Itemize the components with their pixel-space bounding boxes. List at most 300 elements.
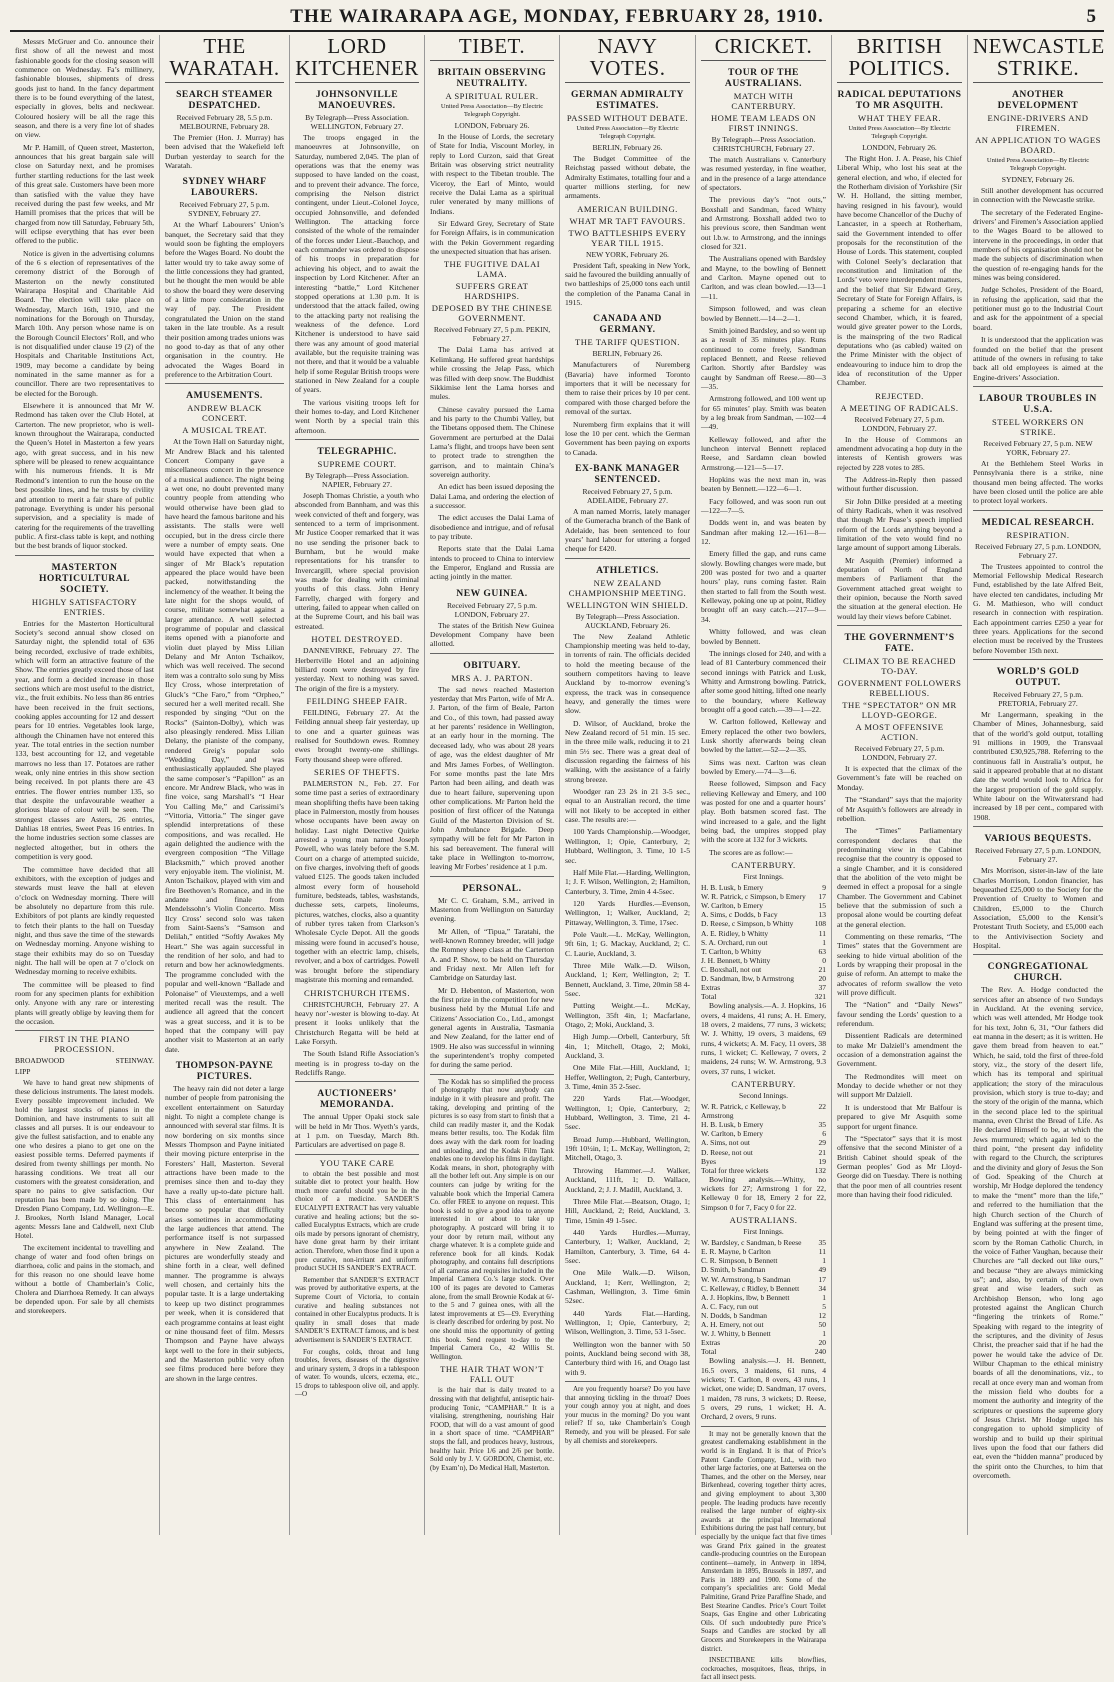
divider [15, 555, 154, 556]
scorecard-row [701, 965, 826, 974]
paragraph: The “Times” Parliamentary correspondent declares that the predominating view in the Cabinet recognise that the country is opposed to a single Chamber, and it is considered that the abolition of the veto might be deemed in effect a proposal for a single Chamber. The Government and Cabinet believe that the submission of such a proposal alone would be courting defeat at the general election. [837, 826, 962, 929]
scorecard-row [701, 947, 826, 956]
scorecard-subtitle: First Innings. [743, 1227, 784, 1237]
article-headline: EX-BANK MANAGER SENTENCED. [575, 462, 680, 485]
scorecard-title: CANTERBURY. [731, 1079, 796, 1090]
article-headline: NEW GUINEA. [456, 587, 528, 599]
dateline: Received February 27, 5 p.m. NEW YORK, February 27. [983, 438, 1093, 457]
scorecard-subtitle: Second Innings. [739, 1091, 788, 1101]
local-notes [15, 37, 154, 551]
paragraph: to obtain the best possible and most suitable diet to protect your health. How much more careful should you be in the choice of a medicine. SANDER’S EUCALYPTI EXTRACT has very valuable curative and healing actions; but the so-called Eucalyptus Extracts, which are crude oils made by persons ignorant of chemistry, have done great harm by their irritant action. Therefore, when those find it upon a pure curative, non-irritant and uniform product SUCH IS SANDER’S EXTRACT. [295, 1169, 419, 1273]
runs-value: 19 [818, 1156, 826, 1166]
runs-value: 35 [818, 1238, 826, 1248]
article-subheadline: FEILDING SHEEP FAIR. [306, 695, 408, 706]
batsman-entry: A. E. Ridley, b Whitty [701, 928, 769, 938]
runs-value: 50 [818, 1320, 826, 1329]
article-headline: AMUSEMENTS. [186, 390, 263, 402]
paragraph: The committee have decided that all exhibitors, with the exception of judges and stewards must leave the hall at eleven o’clock on Wednesday morning. There will be absolutely no departure from this rule. Exhibitors of pot plants are kindly requested to fetch their plants to the hall on Tuesday night, and thus save the time of the stewards on Wednesday morning. Anyone wishing to stage their exhibits may do so on Tuesday night. The hall will be open at 7 o’clock on Wednesday morning to receive exhibits. [15, 864, 154, 977]
paragraph: Broad Jump.—Hubbard, Wellington, 19ft 10½in, 1; L. McKay, Wellington, 2; Mitchell, Otago, 3. [565, 1134, 690, 1163]
paragraph: Throwing Hammer.—J. Walker, Auckland, 111ft, 1; D. Wallace, Auckland, 2; J. J. Madill, Auckland, 3. [565, 1165, 690, 1194]
divider [565, 558, 690, 559]
scorecard-row [701, 892, 826, 901]
paragraph: Facy followed, and was soon run out—122—7—5. [701, 496, 826, 516]
runs-value: 37 [818, 983, 826, 993]
batsman-entry: D. Smith, b Sandman [701, 1265, 766, 1275]
paragraph: W. Carlton followed, Kelleway and Emery replaced the other two bowlers, Lusk shortly afterwards being clean bowled by the latter.—52—2—35. [701, 717, 826, 755]
article-headline: THE GOVERNMENT’S FATE. [844, 632, 955, 655]
scorecard-row [701, 1256, 826, 1265]
batsman-entry: W. Bardsley, c Sandman, b Reese [701, 1238, 802, 1248]
scorecard-row [701, 1347, 826, 1356]
runs-value: 1 [822, 937, 826, 947]
scorecard-row [701, 1311, 826, 1320]
paragraph: The edict accuses the Dalai Lama of disobedience and intrigue, and of refusal to pay tribute. [430, 513, 554, 541]
runs-value: 108 [814, 919, 826, 929]
dateline: LONDON, February 26. [454, 121, 530, 130]
batsman-entry: C. Boxshall, not out [701, 964, 762, 974]
athletics-results [565, 632, 690, 1377]
article-subheadline: A MUSICAL TREAT. [182, 425, 267, 436]
runs-value: 29 [818, 1138, 826, 1148]
paragraph: An edict has been issued deposing the Dalai Lama, and ordering the election of a successor. [430, 482, 554, 510]
batsman-entry: N. Dodds, b Sandman [701, 1310, 768, 1320]
batsman-entry: W. Carlton, b Emery [701, 901, 764, 911]
batsman-entry: S. A. Orchard, run out [701, 937, 768, 947]
paragraph: CHRISTCHURCH, February 27. A heavy nor’-wester is blowing to-day. At present it looks unlikely that the Christchurch Regatta will be held at Lake Forsyth. [295, 999, 419, 1046]
batsman-entry: A. J. Hopkins, lbw, b Bennett [701, 1292, 790, 1302]
batsman-entry: H. B. Lusk, b Emery [701, 883, 764, 893]
paragraph: Smith joined Bardsley, and so went up as a result of 35 minutes play. Runs continued to come freely, Sandman replaced Bennett, and Reese relieved Carlton. Shortly after Bardsley was caught by Sandman off Reese.—80—3—35. [701, 325, 826, 391]
paragraph: Wellington won the banner with 50 points, Auckland being second with 38, Canterbury third with 16, and Otago last with 9. [565, 1339, 690, 1377]
scorecard-row [701, 1120, 826, 1129]
scorecard-row [701, 1157, 826, 1166]
paragraph: PALMERSTON N., Feb. 27. For some time past a series of extraordinary mean shoplifting thefts have been taking place in Palmerston, mostly from houses whose occupants have been away on holiday. Last night Detective Quirke arrested a young man named Joseph Powell, who was lately before the S.M. Court on a charge of attempted suicide, on five charges, involving theft of goods valued £125. The goods taken included almost every form of household furniture, bedsteads, tables, washstands, duchesse sets, carpets, linoleums, pictures, watches, clocks, also a quantity of rubber tyres taken from Clarkson’s Wholesale Cycle Depot. All the goods missing were found in accused’s house, together with an electric lamp, chisels, revolver, and a box of cartridges. Powell was brought before the stipendiary magistrate this morning and remanded. [295, 778, 419, 985]
paragraph: Manufacturers of Nuremberg (Bavaria) have informed Toronto importers that it will be necessary for them to raise their prices by 10 per cent. compared with those charged before the removal of the surtax. [565, 360, 690, 417]
paragraph: For coughs, colds, throat and lung troubles, fevers, diseases of the digestive and urinary system, 3 drops in a tablespoon of water. To wounds, ulcers, eczema, etc., 15 drops to tablespoon olive oil, and apply.—O [295, 1347, 419, 1399]
column-1 [10, 35, 160, 1535]
dateline: By Telegraph—Press Association. CHRISTCHURCH, February 27. [711, 135, 816, 153]
paragraph: It is expected that the climax of the Government’s fate will be reached on Monday. [837, 764, 962, 792]
runs-value: 11 [818, 1247, 826, 1257]
paragraph: The Australians opened with Bardsley and Mayne, to the bowling of Bennett and Carlton. Mayne opened out to Carlton, and was clean bowled.—13—1—11. [701, 254, 826, 301]
runs-value: 34 [818, 1283, 826, 1293]
paragraph: Mr Allen, of “Tipua,” Taratahi, the well-known Romney breeder, will judge the Romney sheep class at the Carterton A. and P. Show, to be held on Thursday and Friday next. Mr Allen left for Cambridge on Saturday last. [430, 926, 554, 983]
scorecard-subtitle: First Innings. [743, 872, 784, 882]
paragraph: The various visiting troops left for their homes to-day, and Lord Kitchener went North by a special train this afternoon. [295, 397, 419, 435]
paragraph: The committee will be pleased to find room for any specimen plants for exhibition only. Anyone with any rare or interesting plants will greatly oblige by leaving them for the occasion. [15, 979, 154, 1026]
article-subheadline: MATCH WITH CANTERBURY. [731, 91, 796, 111]
article-subheadline: MRS A. J. PARTON. [451, 672, 533, 683]
batsman-entry: A. H. Emery, not out [701, 1320, 764, 1329]
wire-credit: United Press Association—By Electric Telegraph Copyright. [986, 157, 1090, 172]
article-headline: CONGREGATIONAL CHURCH. [987, 961, 1089, 984]
article-subheadline: ANDREW BLACK CONCERT. [187, 403, 262, 424]
paragraph: The Address-in-Reply then passed without further discussion. [837, 474, 962, 494]
article-subheadline: STEEL WORKERS ON STRIKE. [991, 416, 1085, 437]
paragraph: Three Mile Walk.—D. Wilson, Auckland, 1; Kerr, Wellington, 2; T. Bennett, Auckland, 3. Time, 20min 58 4-5sec. [565, 960, 690, 998]
wire-credit: United Press Association—By Electric Telegraph Copyright. [848, 125, 951, 140]
paragraph: Mr C. C. Graham, S.M., arrived in Masterton from Wellington on Saturday evening. [430, 895, 554, 924]
divider [973, 386, 1103, 387]
ad-brand-row [15, 1067, 154, 1076]
section-headline: CRICKET. [701, 35, 826, 61]
runs-value: 321 [814, 992, 826, 1002]
article-subheadline: A SPIRITUAL RULER. [445, 91, 539, 101]
divider [837, 625, 962, 626]
paragraph: High Jump.—Orbell, Canterbury, 5ft 4in, 1; Mitchell, Otago, 2; Moki, Auckland, 3. [565, 1032, 690, 1061]
runs-value: 20 [818, 1338, 826, 1348]
paragraph: The excitement incidental to travelling and change of water and food often brings on diarrhoea, colic and pains in the stomach, and for this reason no one should leave home without a bottle of Chamberlain’s Colic, Cholera and Diarrhoea Remedy. It can always be depended upon. For sale by all chemists and storekeepers. [15, 1243, 154, 1316]
article-subheadline: THE FUGITIVE DALAI LAMA. [443, 259, 541, 280]
paragraph: The Right Hon. J. A. Pease, his Chief Liberal Whip, who lost his seat at the general election, and who, if elected for the Rotherham division of Yorkshire (Sir W. H. Holland, the sitting member, having resigned in his favour), would have become Chancellor of the Duchy of Lancaster, in a speech at Rotherham, said the Government intended to offer proposals for the reconstitution of the House of Lords. This statement, coupled with Colonel Seely’s declaration that reconstitution and limitation of the Lords’ veto were interdependent matters, and the belief that Sir Edward Grey, Secretary of State for Foreign Affairs, is preparing a scheme for an elective second Chamber, which, it is feared, would give greater power to the Lords, is the mainspring of the two Radical deputations who (as cabled) waited on the Prime Minister with the object of endeavouring to induce him to drop the idea of reconstitution of the Upper Chamber. [837, 154, 962, 388]
divider [165, 383, 284, 384]
paragraph: Sir Edward Grey, Secretary of State for Foreign Affairs, is in communication with the Pekin Government regarding the unexpected situation that has arisen. [430, 219, 554, 257]
scorecard-row [701, 910, 826, 919]
paragraph: The sad news reached Masterton yesterday that Mrs Parton, wife of Mr A. J. Parton, of the firm of Beale, Parton and Co., of this town, had passed away at her parents’ residence in Wellington, at an early hour in the morning. The deceased lady, who was about 28 years of age, was the eldest daughter of Mr and Mrs James Forbes, of Wellington. For some months past the late Mrs Parton had been ailing, and death was due to heart failure, supervening upon other complications. Mr Parton held the position of first officer of the Natunga Guild of the Masterton Division of St. John Ambulance Brigade. Deep sympathy will be felt for Mr Parton in his sad bereavement. The funeral will take place in Wellington to-morrow, leaving Mr Forbes’ residence at 1 p.m. [430, 684, 554, 872]
paragraph: Mrs Morrison, sister-in-law of the late Charles Morrison, London financier, has bequeathed £25,000 to the Society for the Prevention of Cruelty to Women and Children, £5,000 to the Church Association, £5,000 to the Kensit’s Protestant Truth Society, and £5,000 each to the Antivivisection Society and Hospital. [973, 866, 1103, 950]
article-headline: TELEGRAPHIC. [317, 446, 397, 457]
ad-brand-left: BROADWOOD [15, 1056, 65, 1066]
paragraph: Putting Weight.—L. McKay, Wellington, 35ft 4in, 1; Macfarlane, Otago, 2; Moki, Auckland, 3. [565, 1001, 690, 1029]
paragraph: Mr Asquith (Premier) informed a deputation of North of England members of Parliament that the Government attached great weight to their opinion, because the North saved the situation at the general election. He would lay their views before Cabinet. [837, 555, 962, 621]
paragraph: Sims was next. Carlton was clean bowled by Emery.—74—3—6. [701, 757, 826, 776]
dateline: SYDNEY, February 26. [1001, 175, 1075, 184]
paragraph: Bowling analysis.—Whitty, no wickets for 27; Armstrong 1 for 22, Kelleway 0 for 18, Emery 2 for 22, Simpson 0 for 7, Facy 0 for 22. [701, 1174, 826, 1212]
divider [973, 954, 1103, 955]
section-headline: TIBET. [430, 35, 554, 61]
runs-value: 17 [818, 892, 826, 902]
dateline: BERLIN, February 26. [592, 143, 663, 152]
paragraph: Judge Scholes, President of the Board, in refusing the application, said that the petitioner must go to the Industrial Court and ask for the appointment of a special board. [973, 285, 1103, 332]
paragraph: Still another development has occurred in connection with the Newcastle strike. [973, 186, 1103, 205]
batsman-entry: W. J. Whitty, b Bennett [701, 1329, 771, 1339]
divider [701, 1426, 826, 1427]
scorecard-row [701, 1302, 826, 1311]
paragraph: Mr P. Hamill, of Queen street, Masterton, announces that his great bargain sale will close on Saturday next, and he promises further startling reductions for the last week of this great sale. Customers have been more than satisfied with the value they have received during the past few weeks, and Mr Hamill promises that the prices that will be charged from now till Saturday, February 5th, will eclipse everything that has ever been offered to the public. [15, 142, 154, 246]
dateline: NEW YORK, February 26. [586, 249, 669, 259]
scorecard-row [701, 1275, 826, 1284]
scorecard-row [701, 938, 826, 947]
scorecard-title: CANTERBURY. [731, 860, 796, 871]
scorecard-row [701, 1338, 826, 1347]
article-headline: JOHNSONVILLE MANOEUVRES. [315, 89, 399, 111]
paragraph: The match Australians v. Canterbury was resumed yesterday, in fine weather, and in the presence of a large attendance of spectators. [701, 155, 826, 193]
paragraph: Half Mile Flat.—Harding, Wellington, 1; J. F. Wilson, Wellington, 2; Hamilton, Canterbury, 3. Time, 2min 4 4-5sec. [565, 867, 690, 896]
divider [295, 1081, 419, 1082]
scorecard-row [701, 1284, 826, 1293]
paragraph: Elsewhere it is announced that Mr W. Redmond has taken over the Club Hotel, at Carterton. The new proprietor, who is well-known throughout the Wairarapa, conducted the Queen’s Hotel in Masterton a few years ago, with great success, and in his new sphere will be pleased to renew acquaintance with his numerous friends. It is Mr Redmond’s intention to run the house on the best possible lines, and he trusts by civility and attention to merit a fair share of public patronage. Everything is under his personal supervision, and a speciality is made of catering for the requirements of the travelling public. A first-class table is kept, and nothing but the best brands of liquor stocked. [15, 401, 154, 551]
batsman-entry: D. Sandman, lbw, b Armstrong [701, 974, 795, 983]
article-subheadline: CLIMAX TO BE REACHED TO-DAY. [842, 656, 957, 677]
dateline: LONDON, February 26. [862, 143, 937, 152]
paragraph: It is understood that the application was founded on the belief that the present attitude of the owners in refusing to take back all old employees is aimed at the Engine-drivers’ Association. [973, 335, 1103, 382]
dateline: Received February 27, 5 p.m. PEKIN, February 27. [433, 325, 551, 344]
paragraph: 440 Yards Hurdles.—Murray, Canterbury, 1; Walker, Auckland, 2; Hamilton, Canterbury, 3. Time, 64 4-5sec. [565, 1227, 690, 1265]
dateline: Received February 27, 5 p.m. LONDON, February 27. [854, 414, 945, 433]
column-5 [560, 35, 696, 1535]
article-subheadline: TWO BATTLESHIPS EVERY YEAR TILL 1915. [568, 227, 687, 248]
article-headline: MEDICAL RESEARCH. [981, 516, 1095, 528]
article-subheadline: WHAT MR TAFT FAVOURS. [569, 215, 686, 226]
paragraph: The Kodak has so simplified the process of photography that now anybody can indulge in it with pleasure and profit. The taking, developing and printing of the pictures is so easy from start to finish that a child can readily master it, and the Kodak means better results, too. The Kodak film does away with the dark room for loading and unloading, and the Kodak Film Tank enables one to develop his films in daylight. Kodak means, in short, photography with all the bother left out. Any simple is on our counters can judge by writing for the valuable book which the Imperial Camera Co. offer FREE to anyone on request. This book is sold to give a good idea to anyone interested in or about to take up photography. A postcard will bring it to your door by return mail, without any charge whatever. It is a complete guide and reference book for all kinds. Kodak photography, and contains full descriptions of all cameras and requisites included in the Imperial Camera Co.’s large stock. Over 100 of its pages are devoted to Cameras alone, from the small Brownie Kodak at 6/- to the 5 and 7 guinea ones, with all the latest improvements at £5—£9. Everything is clearly described for ordering by post. No one should miss the opportunity of getting this book. Send request to-day to the Imperial Camera Co., 42 Willis St. Wellington. [430, 1077, 554, 1361]
runs-value: 21 [818, 964, 826, 974]
scorecard [701, 1238, 826, 1356]
dateline: Received February 27, 5 p.m. ADELAIDE, February 27. [582, 486, 673, 505]
article-headline: RADICAL DEPUTATIONS TO MR ASQUITH. [837, 89, 962, 111]
paragraph: In the House of Commons an amendment advocating a hop duty in the interests of Kentish growers was rejected by 228 votes to 285. [837, 434, 962, 472]
divider [973, 659, 1103, 660]
divider [15, 1030, 154, 1031]
article-subheadline: GOVERNMENT FOLLOWERS REBELLIOUS. [837, 678, 962, 699]
paragraph: Notice is given in the advertising columns of the 6 s election of representatives of the ceremony district of the Borough of Masterton on the newly constituted Wairarapa Hospital and Charitable Aid Board. The election will take place on Wednesday, March 16th, 1910, and the nominations for the Borough on Thursday, March 10th. Any person whose name is on the Borough Council Electors’ Roll, and who is not disqualified under clause 19 (2) of the Hospitals and Charitable Institutions Act, 1909, may become a candidate by being nominated in the same manner as for a councillor. There are two representatives to be elected for the Borough. [15, 248, 154, 398]
article-headline: TOUR OF THE AUSTRALIANS. [724, 67, 803, 89]
scorecard-row [701, 992, 826, 1001]
section-headline: BRITISH POLITICS. [837, 35, 962, 83]
paragraph: The Rev. A. Hodge conducted the services after an absence of two Sundays in Auckland. At the evening service, which was well attended, Mr Hodge took for his text, John 6, 31, “Our fathers did eat manna in the desert; as it is written. He gave them bread from heaven to eat.” Which, he said, told the first of three-fold story, viz., the story of the desert life, which has its temporal and spiritual application; the story of the miraculous provision, which story is true to-day; and the story of the origin of the manna, which in the second place led to the spiritual manna, even Christ the Bread of Life. As He declared Himself to be, at which the Jews murmured; which again led to the third point, “the present day infidelity with regard to the Church, the scriptures and the divinity and glory of Jesus the Son of God. Speaking of the Church at worship, Mr Hodge deplored the tendency to make the “ment” more than the life,” and referred to the humiliation that the high Church section of the Church of England was suffering at the present time, by being pointed at with the finger of scorn by the Roman Catholic Church, in the voice of Father Vaughan, because their Churches are “all decked out like ours,” and because “they are always mimicking us”; and, also, by certain of their own great and wise leaders, such as Archbishop Benson, who long ago protested against the Anglican Church “fingering the trinkets of Rome.” Speaking with regard to the integrity of the scriptures, and the divinity of Jesus Christ, the preacher said that if he had the power he would take the advice of Dr. Wilbur Chapman to the ethical ministry boards of all the denominations, viz., to recall at once every man and woman from the mission field who doubts for a moment the authority and integrity of the scriptures or questions the supreme glory of Jesus Christ. Mr Hodge urged his congregation to uphold simplicity of worship and to build up their spiritual lives upon the food that our fathers did eat, even the “hidden manna” produced by the spirit onto the Churches, to him that overcometh. [973, 985, 1103, 1481]
runs-value: 1 [822, 1292, 826, 1302]
article-subheadline: SERIES OF THEFTS. [314, 766, 400, 777]
paragraph: The South Island Rifle Association’s meeting is in progress to-day on the Redcliffs Range. [295, 1049, 419, 1077]
paragraph: A man named Morris, lately manager of the Gumeracha branch of the Bank of Adelaide, has been sentenced to four years’ hard labour for uttering a forged cheque for £420. [565, 506, 690, 554]
paragraph: Three Mile Flat.—Beatson, Otago, 1; Hill, Auckland, 2; Reid, Auckland, 3. Time, 15min 49 1-5sec. [565, 1196, 690, 1225]
piano-advertisement [15, 1034, 154, 1315]
dateline: Received February 27, 5 p.m. PRETORIA, February 27. [992, 690, 1084, 709]
column-8 [968, 35, 1108, 1535]
paragraph: Bowling analysis.—J. H. Bennett, 16.5 overs, 3 maidens, 61 runs, 4 wickets; T. Carlton, 8 overs, 43 runs, 1 wicket, one wide; D. Sandman, 17 overs, 1 maiden, 78 runs, 3 wickets; D. Reese, 5 overs, 29 runs, 1 wicket; H. A. Orchard, 2 overs, 9 runs. [701, 1356, 826, 1422]
batsman-entry: A. C. Facy, run out [701, 1301, 759, 1311]
divider [973, 826, 1103, 827]
paragraph: The Premier (Hon. J. Murray) has been advised that the Wakefield left Durban yesterday to search for the Waratah. [165, 133, 284, 171]
ad-headline: YOU TAKE CARE [319, 1157, 395, 1168]
paragraph: The “Spectator” says that it is most offensive that the second Minister of a British Cabinet should speak of the German peoples’ God as Mr Lloyd-George did on Tuesday. There is nothing that the poor men of all countries resent more than having their food ridiculed. [837, 1133, 962, 1199]
divider [295, 439, 419, 440]
scorecard-row [701, 901, 826, 910]
paragraph: One Mile Flat.—Hill, Auckland, 1; Heffer, Wellington, 2; Pugh, Canterbury, 3. Time, 4min 35 2-5sec. [565, 1063, 690, 1092]
scorecard-row [701, 1238, 826, 1247]
article-headline: VARIOUS BEQUESTS. [984, 833, 1092, 845]
paragraph: It is understood that Mr Balfour is prepared to give Mr Asquith some support for urgent finance. [837, 1102, 962, 1131]
runs-value: 9 [822, 883, 826, 893]
ad-brand-row [15, 1056, 154, 1065]
batsman-entry: A. Sims, not out [701, 1138, 750, 1148]
paragraph: Dissentient Radicals are determined to make Mr Dalziell’s amendment the occasion of a demonstration against the Government. [837, 1031, 962, 1069]
paragraph: The previous day’s “not outs,” Boxshall and Sandman, faced Whitty and Armstrong. Boxshall added two to his previous score, then Sandman went out l.b.w. to Armstrong, and the innings closed for 321. [701, 195, 826, 252]
article-headline: CANADA AND GERMANY. [593, 313, 662, 336]
batsman-entry: Total [701, 992, 717, 1002]
scorecard-row [701, 919, 826, 928]
candle-advertisement [701, 1430, 826, 1682]
batsman-entry: A. Sims, c Dodds, b Facy [701, 910, 778, 920]
section-headline: LORD KITCHENER [295, 35, 419, 83]
batsman-entry: Byes [701, 1156, 716, 1166]
ad-headline: THE HAIR THAT WON’T FALL OUT [440, 1364, 544, 1385]
paragraph: D. Wilsor, of Auckland, broke the New Zealand record of 51 min. 15 sec. in the three mile walk, reducing it to 21 min 5½ sec. There was a great deal of discussion regarding the fairness of his walking, with the assistance of a fairly strong breeze. [565, 718, 690, 784]
batsman-entry: D. Reese, not out [701, 1147, 753, 1157]
article-headline: AUCTIONEERS’ MEMORANDA. [317, 1088, 397, 1111]
article-headline: ATHLETICS. [596, 564, 659, 576]
runs-value: 49 [818, 1265, 826, 1275]
scorecard-row [701, 1148, 826, 1157]
paragraph: INSECTIBANE kills blowflies, cockroaches, mosquitoes, fleas, thrips, in fact all insect pests. [701, 1656, 826, 1682]
paragraph: Armstrong followed, and 100 went up for 65 minutes’ play. Smith was beaten by a leg break from Sandman, —102—4—49. [701, 394, 826, 432]
paragraph: Entries for the Masterton Horticultural Society’s second annual show closed on Saturday night, the splendid total of 636 being recorded, exclusive of trade exhibits, which will form an attractive feature of the Show. The entries greatly exceed those of last year, and form a decided increase in those sections which are most useful to the district, viz., the fruit exhibits. No less than 86 entries have been received in the fruit sections, cooking apples accounting for 12 and dessert pears for 10 entries. Vegetables look large, although the Chinamen have not entered this year. The total entries in the section number 133, best accounting for 12, and vegetable marrows no less than 17. Potatoes are rather weak, only nine entries in this show section being received. In pot plants there are 43 entries. The flower entries number 135, so that despite the unfavourable weather a glorious blaze of colour will be seen. The strongest classes are Asters, 26 entries, Dahlias 18 entries, Sweet Peas 16 entries. In the home industries section some classes are neglected altogether, but in others the competition is very good. [15, 618, 154, 862]
paragraph: FEILDING, February 27. At the Feilding annual sheep fair yesterday, up to one and a quarter guineas was realised for Southdown ewes. Romney ewes brought twenty-one shillings. Forty thousand sheep were offered. [295, 707, 419, 764]
article-subheadline: RESPIRATION. [1006, 529, 1070, 540]
cricket-report [701, 155, 826, 857]
runs-value: 20 [818, 974, 826, 983]
paragraph: The Budget Committee of the Reichstag passed without debate, the Admiralty Estimates, totalling four and a quarter millions sterling, for new armaments. [565, 154, 690, 201]
paragraph: Hopkins was the next man in, was beaten by Bennett.—122—6—1. [701, 475, 826, 494]
paragraph: The secretary of the Federated Engine-drivers’ and Firemen’s Association applied to the Wages Board to be allowed to intervene in the proceedings, in order that members of his organisation should not be made the subjects of discrimination when the question of re-engaging hands for the mines was being considered. [973, 207, 1103, 283]
paragraph: Remember that SANDER’S EXTRACT was proved by authoritative experts, at the Supreme Court of Victoria, to contain curative and healing substances not contained in other Eucalyptus products. It is quality in small doses that made SANDER’S EXTRACT famous, and is best advertisement is SANDER’S EXTRACT. [295, 1275, 419, 1344]
paragraph: Emery filled the gap, and runs came slowly. Bowling changes were made, but 200 was posted for two and a quarter hours’ play, runs coming faster. Rain then started to fall from the South west. Kelleway, poking one up at point, Ridley brought off an easy catch.—217—9—34. [701, 549, 826, 624]
paragraph: Joseph Thomas Christie, a youth who absconded from Bannham, and was this week convicted of theft and forgery, was sentenced to a term of imprisonment. Mr Justice Cooper remarked that it was no use sending the prisoner back to Burnham, but he would make representations for his transfer to Invercargill, where special provision was made for dealing with criminal youths of this class. John Henry Farrelly, charged with forgery and uttering, failed to appear when called on at the Supreme Court, and his bail was estreated. [295, 491, 419, 631]
paragraph: President Taft, speaking in New York, said he favoured the building annually of two battleships of 25,000 tons each until the completion of the Panama Canal in 1915. [565, 260, 690, 308]
paragraph: Bowling analysis.—A. J. Hopkins, 16 overs, 4 maidens, 41 runs; A. H. Emery, 18 overs, 2 maidens, 77 runs, 3 wickets; W. J. Whitty, 19 overs, 3 maidens, 69 runs, 4 wickets; A. M. Facy, 11 overs, 38 runs, 1 wicket; C. Kelleway, 7 overs, 2 maidens, 24 runs; W. W. Armstrong, 9.3 overs, 37 runs, 1 wicket. [701, 1001, 826, 1076]
batsman-entry: Extras [701, 1338, 721, 1348]
batsman-entry: H. B. Lusk, b Emery [701, 1120, 764, 1130]
paragraph: 220 Yards Flat.—Woodger, Wellington, 1; Opie, Canterbury, 2; Hubbard, Wellington, 3. Time, 21 4-5sec. [565, 1094, 690, 1132]
dateline: Received February 28, 5.5 p.m. MELBOURNE, February 28. [176, 113, 273, 131]
paragraph: 120 Yards Hurdles.—Evenson, Wellington, 1; Walker, Auckland, 2; Pittaway, Wellington, 3. Time, 17sec. [565, 898, 690, 927]
runs-value: 240 [814, 1347, 826, 1357]
article-subheadline: SUFFERS GREAT HARDSHIPS. [455, 281, 529, 302]
masthead [10, 6, 1104, 32]
scorecard-row [701, 1329, 826, 1338]
kodak-advertisement [430, 1078, 554, 1473]
paragraph: Whitty followed, and was clean bowled by Bennett. [701, 627, 826, 646]
scorecard-title: AUSTRALIANS. [729, 1215, 798, 1226]
dateline: Received February 27, 5 p.m. LONDON, February 27. [975, 846, 1101, 865]
dateline: Received February 27, 5 p.m. LONDON, February 27. [854, 744, 945, 763]
paragraph: The annual Upper Opaki stock sale will be held in Mr Thos. Wyeth’s yards, at 1 p.m. on Tuesday, March 8th. Particulars are advertised on page 8. [295, 1112, 419, 1150]
divider [295, 1154, 419, 1155]
article-subheadline: CHRISTCHURCH ITEMS. [304, 987, 410, 998]
wire-credit: United Press Association—By Electric Telegraph Copyright. [440, 103, 544, 118]
paragraph: The innings closed for 240, and with a lead of 81 Canterbury commenced their second innings with Patrick and Lusk, Whitty and Armstrong bowling. Patrick, after some good hitting, lifted one nearly to the boundary, where Kelleway brought off a good catch.—39—1—22. [701, 648, 826, 714]
paragraph: Woodger ran 23 2⁄s in 21 3-5 sec., equal to an Australian record, the time will not likely to be accepted in either case. The results are:— [565, 787, 690, 825]
batsman-entry: W. W. Armstrong, b Sandman [701, 1274, 791, 1284]
article-subheadline: WELLINGTON WIN SHIELD. [566, 599, 689, 610]
batsman-entry: J. H. Bennett, b Whitty [701, 955, 771, 965]
dateline: By Telegraph—Press Association. NAPIER, February 27. [305, 471, 409, 489]
article-subheadline: NEW ZEALAND CHAMPIONSHIP MEETING. [568, 577, 687, 598]
runs-value: 15 [818, 901, 826, 911]
dateline: Received February 27, 5 p.m. SYDNEY, February 27. [179, 200, 270, 219]
runs-value: 11 [818, 928, 826, 938]
divider [430, 653, 554, 654]
paragraph: Are you frequently hoarse? Do you have that annoying tickling in the throat? Does your cough annoy you at night, and does your mucus in the morning? Do you want relief? If so, take Chamberlain’s Cough Remedy, and you will be pleased. For sale by all chemists and storekeepers. [565, 1385, 690, 1445]
runs-value: 35 [818, 1120, 826, 1130]
ad-headline: FIRST IN THE PIANO PROCESSION. [39, 1034, 130, 1055]
runs-value: 13 [818, 910, 826, 920]
scorecard [701, 1102, 826, 1175]
article-subheadline: A MOST OFFENSIVE ACTION. [855, 722, 944, 743]
paragraph: One Mile Walk.—D. Wilson, Auckland, 1; Kerr, Wellington, 2; Cashman, Wellington, 3. Time 6min 52sec. [565, 1268, 690, 1306]
scorecard-row [701, 929, 826, 938]
paragraph: At the Town Hall on Saturday night, Mr Andrew Black and his talented Concert Company gave a miscellaneous concert in the presence of a musical audience. The night being a wet one, no doubt prevented many country people from attending who would otherwise have been glad to have heard the famous baritone and his assistants. The stalls were well occupied, but in the dress circle there were a number of empty seats. One would have expected that when a singer of Mr Black’s reputation appeared the place would have been packed, notwithstanding the inclemency of the weather. It being the late night for the shops would, of course, militate somewhat against a larger attendance. A well selected programme of popular and classical items opened with a pianoforte and violin duet played by Miss Lilian Delany and Mr Anton Tschaikov, which was well received. The second item was a contralto solo sung by Miss Ilcy Cross, whose interpretation of Gluck’s “Che Faro,” from “Orpheo,” secured her a well merited recall. She responded by singing “Out on the Rocks” (Sainton-Dolby), which was also pleasingly rendered. Miss Lilian Delany, the pianiste of the company, rendered Greig’s popular solo “Wedding Day,” and was enthusiastically applauded. She played the same composer’s “Papillon” as an encore. Mr Andrew Black, who was in fine voice, sang Marshall’s “I Hear You Calling Me,” and Carissimi’s “Vittoria, Vittoria.” The singer gave splendid interpretations of these compositions, and was recalled. He again delighted the audience with the evergreen composition “The Village Blacksmith,” which proved another very enjoyable item. The violinist, M. Anton Tschaikov, played with vim and fire Beethoven’s Romance, and in the andante and finale from Mendelssohn’s Violin Concerto. Miss Ilcy Cross’ second solo was taken from Saint-Saens’s “Samson and Delilah,” entitled “Softly Awakes My Heart.” She was again successful in the rendition of her solo, and had to return and bow her acknowledgments. The programme concluded with the popular and well-known “Ballade and Polonaise” of Vieuxtemps, and a well merited recall was the result. The audience all agreed that the concert was a great success, and it is to be hoped that the company will pay another visit to Masterton at an early date. [165, 437, 284, 1054]
batsman-entry: W. R. Patrick, c Simpson, b Emery [701, 892, 806, 902]
government-fate-article [837, 764, 962, 1199]
column-6 [696, 34, 832, 1682]
batsman-entry: Total for three wickets [701, 1165, 769, 1175]
runs-value: 0 [822, 955, 826, 965]
batsman-entry: Total [701, 1347, 717, 1357]
scorecard-row [701, 1138, 826, 1147]
paragraph: Mr Langermann, speaking in the Chamber of Mines, Johannesburg, said that of the world’s gold output, totalling 91 millions in 1909, the Transvaal contributed £30,925,788. Referring to the continuous fall in Australia’s output, he said it appeared probable that at no distant date the world would look to Africa for the largest proportion of the gold supply. White labour on the Witwatersrand had increased by 18 per cent., compared with 1908. [973, 710, 1103, 822]
section-headline: THE WARATAH. [165, 35, 284, 83]
paragraph: The “Standard” says that the majority of Mr Asquith’s followers are already in rebellion. [837, 795, 962, 823]
scorecard [701, 883, 826, 1001]
article-headline: PERSONAL. [462, 882, 522, 894]
article-subheadline: A MEETING OF RADICALS. [840, 402, 959, 413]
paragraph: It may not be generally known that the greatest candlemaking establishment in the world is in England. It is that of Price’s Patent Candle Company, Ltd., with two other large factories, one at Battersea on the Thames, and the other on the Mersey, near Birkenhead, covering together thirty acres, and giving employment to about 3,300 people. The leading products have recently realised the large number of eighty-six awards at the principal International Exhibitions during the past half century, but especially by the unique fact that five times was Grand Prix gained in the greatest candle-producing countries on the European continent—namely, in Antwerp in 1894, Amsterdam in 1895, Brussels in 1897, and Paris in 1889 and 1900. Some of the company’s specialities are: Gold Medal Palmitine, Grand Prize Paraffine Shade, and Best Stearine Candles. Price’s Court Toilet Soaps, Gas Engine and other Lubricating Oils. Of such undoubtedly pure Price’s Soaps and Candles are stocked by all Grocers and Storekeepers in the Wairarapa district. [701, 1429, 826, 1653]
article-headline: THOMPSON-PAYNE PICTURES. [175, 1059, 274, 1082]
runs-value: 5 [822, 1301, 826, 1311]
scorecard-row [701, 1102, 826, 1120]
divider [973, 510, 1103, 511]
article-headline: OBITUARY. [463, 659, 521, 671]
column-3 [290, 35, 425, 1535]
columns [10, 34, 1105, 1682]
scorecard-row [701, 983, 826, 992]
paragraph: The “Nation” and “Daily News” favour sending the Lords’ question to a referendum. [837, 1000, 962, 1029]
paragraph: 440 Yards Flat.—Harding, Wellington, 1; Opie, Canterbury, 2; Wilson, Wellington, 3. Time, 53 1-5sec. [565, 1308, 690, 1337]
article-subheadline: REJECTED. [875, 390, 924, 401]
batsman-entry: C. Kelleway, c Ridley, b Bennett [701, 1283, 800, 1293]
paragraph: 100 Yards Championship.—Woodger, Wellington, 1; Opie, Canterbury, 2; Hubbard, Wellington, 3. Time, 10 1-5 sec. [565, 827, 690, 865]
article-headline: BRITAIN OBSERVING NEUTRALITY. [437, 67, 547, 89]
newspaper-title: THE WAIRARAPA AGE, MONDAY, FEBRUARY 28, 1910. [290, 6, 824, 27]
article-headline: MASTERTON HORTICULTURAL SOCIETY. [38, 561, 131, 595]
paragraph: At the Wharf Labourers’ Union’s banquet, the Secretary said that they would soon be fighting the employers before the Wages Board. No doubt the latter would try to take away some of the little concessions they had granted, but he thought the men would be able to show the board they were deserving of a little more consideration in the way of pay. The President congratulated the Union on the stand taken in the late trouble. As a result their position among trades unions was no good to-day as that of any other organisation in the country. He advocated the Wages Board in preference to the Arbitration Court. [165, 220, 284, 379]
column-2 [160, 35, 290, 1535]
paragraph: In the House of Lords, the secretary of State for India, Viscount Morley, in reply to Lord Curzon, said that Great Britain was observing strict neutrality with respect to the Tibetan trouble. The Viceroy, the Earl of Minto, would receive the Dalai Lama as a spiritual ruler venerated by many millions of Indians. [430, 132, 554, 216]
article-subheadline: HOTEL DESTROYED. [311, 634, 403, 645]
article-subheadline: SUPREME COURT. [317, 459, 397, 469]
page-number: 5 [1086, 6, 1096, 27]
scorecard-row [701, 1129, 826, 1138]
paragraph: The heavy rain did not deter a large number of people from patronising the excellent entertainment on Saturday night. To night a complete change is announced with several star films. It is now bordering on six months since Messrs Thompson and Payne initiated their moving picture enterprise in the Foresters’ Hall, Masterton. Several attractions have been made to the premises since then and to-day they have a really up-to-date picture hall. This class of entertainment has become so popular that difficulty arises sometimes in accommodating the large audiences that attend. The performance itself is not surpassed anywhere in New Zealand. The pictures are wonderfully steady and shine forth in a clear, well defined manner. The programme is always well chosen, and certainly hits the popular taste. It is a large undertaking to keep up two distinct programmes per week, when it is considered that each programme contains at least eight or nine thousand feet of film. Messrs Thompson and Payne have always kept well to the fore in their subjects, and the Masterton public very often see films produced here before they are shown in the large centres. [165, 1083, 284, 1383]
article-headline: GERMAN ADMIRALTY ESTIMATES. [571, 89, 684, 111]
paragraph: The Dalai Lama has arrived at Kelimkang. He suffered great hardships while crossing the Jelap Pass, which was filled with deep snow. The Buddhist Sikkimise lent the Lama horses and mules. [430, 345, 554, 402]
paragraph: Messrs McGruer and Co. announce their first show of all the newest and most fashionable goods for the closing season will commence on Wednesday. Fa’s millinery, fashionable blouses, shipments of dress goods just to hand. In the fancy department there is to be found everything of the latest, especially in gloves, belts and neckwear. Coloured hosiery will be all the rage this season, and there is a very fine lot of shades on view. [15, 37, 154, 140]
batsman-entry: C. R. Simpson, b Bennett [701, 1256, 778, 1266]
dateline: By Telegraph—Press Association. AUCKLAND, February 26. [575, 611, 680, 630]
article-headline: LABOUR TROUBLES IN U.S.A. [979, 392, 1097, 415]
paragraph: At the Bethlehem Steel Works in Pennsylvania there is a strike, nine thousand men being affected. The works have been closed until the police are able to protect loyal workers. [973, 458, 1103, 506]
paragraph: We have to hand great new shipments of these delicious instruments. The latest models. Every possible improvement included. We hold the largest stocks of pianos in the Dominion, and have instruments to suit all classes and all purses. It is our endeavour to give the fullest satisfaction, and to enable any one who desires a piano to get one on the easiest possible terms. Deferred payments if desired from twenty shillings per month. No harassing conditions. We treat all our customers with the greatest consideration, and spare no pains to give satisfaction. Our reputation has been made by so doing. The Dresden Piano Company, Ltd. Wellington—E. J. Brookes, North Island Manager, Local agents: Messrs Iane and Caldwell, next Club Hotel. [15, 1078, 154, 1241]
dateline: By Telegraph—Press Association. WELLINGTON, February 27. [305, 113, 409, 131]
column-7 [832, 35, 968, 1535]
runs-value: 12 [818, 1310, 826, 1320]
dateline: BERLIN, February 26. [592, 349, 663, 359]
section-headline: NAVY VOTES. [565, 35, 690, 83]
paragraph: Kelleway followed, and after the luncheon interval Bennett replaced Reese, and Sardamn clean bowled Armstrong.—121—5—17. [701, 434, 826, 472]
article-subheadline: HOME TEAM LEADS ON FIRST INNINGS. [710, 113, 817, 133]
article-subheadline: THE “SPECTATOR” ON MR LLOYD-GEORGE. [842, 700, 957, 721]
runs-value: 132 [814, 1165, 826, 1175]
paragraph: Mr D. Hebenton, of Masterton, won the first prize in the competition for new business held by the Mutual Life and Citizens’ Association Co., Ltd., amongst general agents in Australia, Tasmania and New Zealand, for the latter end of 1909. He also was successful in winning the superintendent’s trophy competed for during the same period. [430, 985, 554, 1070]
article-subheadline: WHAT THEY FEAR. [857, 113, 941, 123]
paragraph: Chinese cavalry pursued the Lama and his party to the Chumbi Valley, but the Tibetans opposed them. The Chinese Government are perturbed at the Dalai Lama’s flight, and troops have been sent to protect trade to strengthen the garrison, and to maintain China’s sovereign authority. [430, 404, 554, 479]
article-subheadline: HIGHLY SATISFACTORY ENTRIES. [31, 596, 138, 617]
article-subheadline: AN APPLICATION TO WAGES BOARD. [975, 135, 1101, 155]
dateline: Received February 27, 5 p.m. LONDON, February 27. [446, 600, 538, 619]
batsman-entry: E. R. Mayne, b Carlton [701, 1247, 771, 1257]
article-subheadline: PASSED WITHOUT DEBATE. [566, 113, 689, 123]
paragraph: The Trustees appointed to control the Memorial Fellowship Medical Research Fund, established by the late Alfred Beit, have elected ten candidates, including Mr G. M. Mathieson, who will conduct research in connection with respiration. Each appointment carries £250 a year for three years. Applications for the second election must be received by the Trustees before November 15th next. [973, 561, 1103, 655]
